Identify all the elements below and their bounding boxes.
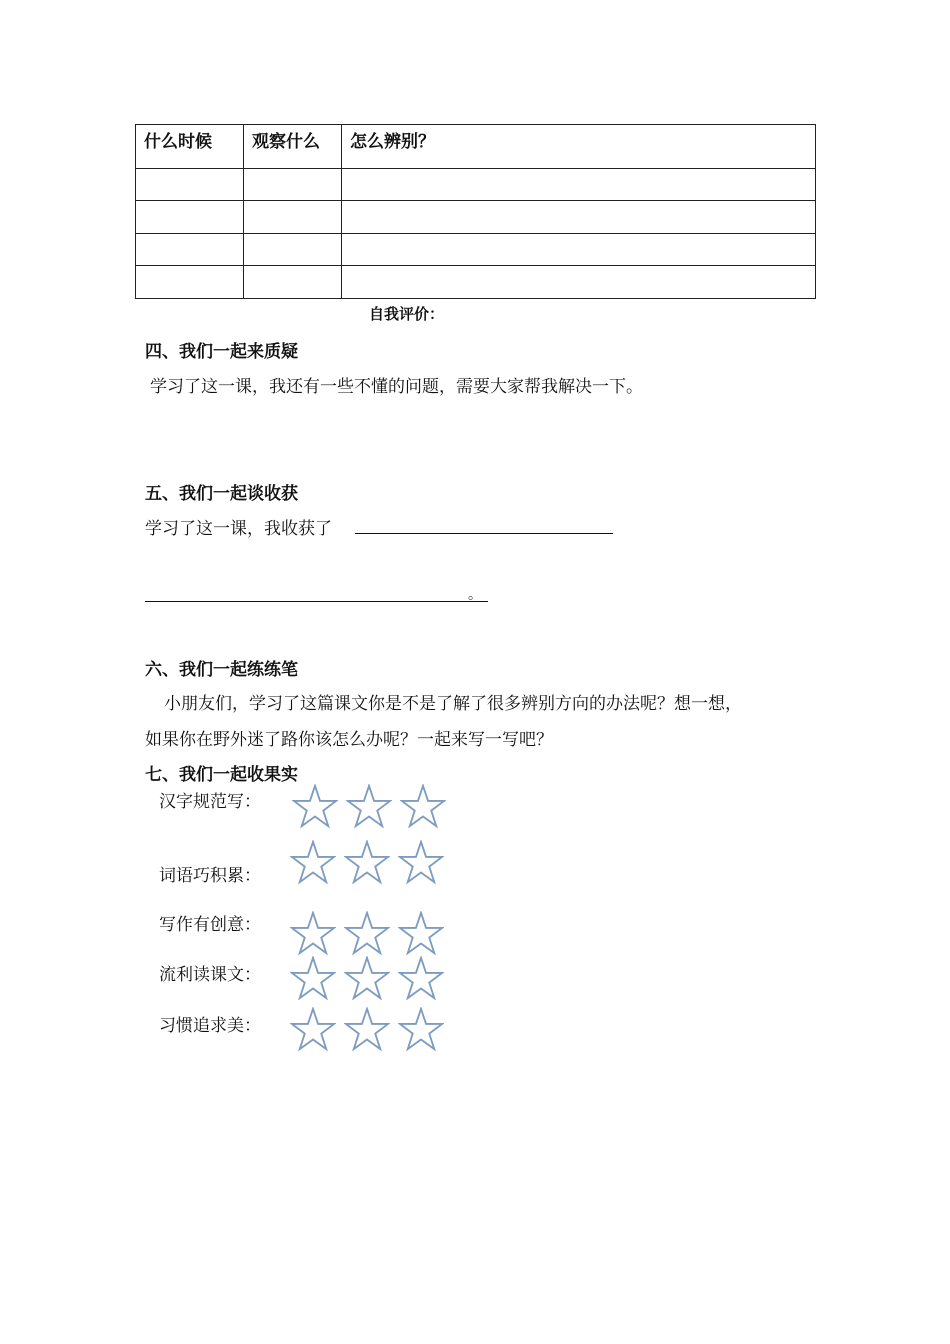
section-6-title: 六、我们一起练练笔 [145,660,298,680]
table-cell[interactable] [136,233,244,266]
answer-blank-line-2[interactable] [145,582,488,602]
star-rating-row [292,784,446,828]
star-icon[interactable] [398,956,444,1000]
star-icon[interactable] [344,1007,390,1051]
star-rating-row [290,956,444,1000]
star-icon[interactable] [346,784,392,828]
observation-table [135,124,816,299]
star-icon[interactable] [344,911,390,955]
answer-blank-line[interactable] [355,514,613,534]
star-rating-row [290,1007,444,1051]
self-evaluation-label: 自我评价： [369,305,445,323]
rating-label: 词语巧积累： [159,866,261,886]
table-row [136,168,816,201]
star-icon[interactable] [290,911,336,955]
rating-label: 写作有创意： [159,915,261,935]
table-cell[interactable] [244,168,342,201]
table-cell[interactable] [244,201,342,234]
star-rating-row [290,911,444,955]
table-cell[interactable] [136,201,244,234]
table-cell[interactable] [342,168,816,201]
star-icon[interactable] [398,911,444,955]
star-icon[interactable] [400,784,446,828]
period-mark: 。 [468,587,482,603]
table-cell[interactable] [342,201,816,234]
section-5-title: 五、我们一起谈收获 [145,484,298,504]
table-row [136,233,816,266]
section-4-text: 学习了这一课，我还有一些不懂的问题，需要大家帮我解决一下。 [150,377,643,397]
table-row [136,201,816,234]
table-cell[interactable] [244,233,342,266]
section-5-text: 学习了这一课，我收获了 [145,519,332,539]
star-icon[interactable] [290,1007,336,1051]
table-cell[interactable] [342,233,816,266]
rating-label: 习惯追求美： [159,1016,261,1036]
section-4-title: 四、我们一起来质疑 [145,342,298,362]
rating-label: 汉字规范写： [159,792,261,812]
rating-label: 流利读课文： [159,965,261,985]
section-6-text-line2: 如果你在野外迷了路你该怎么办呢？一起来写一写吧？ [145,730,553,750]
table-row [136,266,816,299]
header-when: 什么时候 [136,125,244,169]
table-cell[interactable] [136,168,244,201]
table-cell[interactable] [342,266,816,299]
table-cell[interactable] [136,266,244,299]
section-6-text-line1: 小朋友们，学习了这篇课文你是不是了解了很多辨别方向的办法呢？想一想， [164,694,742,714]
star-icon[interactable] [292,784,338,828]
star-icon[interactable] [290,840,336,884]
star-icon[interactable] [344,840,390,884]
star-rating-row [290,840,444,884]
table-cell[interactable] [244,266,342,299]
section-7-title: 七、我们一起收果实 [145,765,298,785]
star-icon[interactable] [398,1007,444,1051]
star-icon[interactable] [290,956,336,1000]
table-header-row [136,125,816,169]
header-how: 怎么辨别？ [342,125,816,169]
star-icon[interactable] [344,956,390,1000]
star-icon[interactable] [398,840,444,884]
header-what: 观察什么 [244,125,342,169]
